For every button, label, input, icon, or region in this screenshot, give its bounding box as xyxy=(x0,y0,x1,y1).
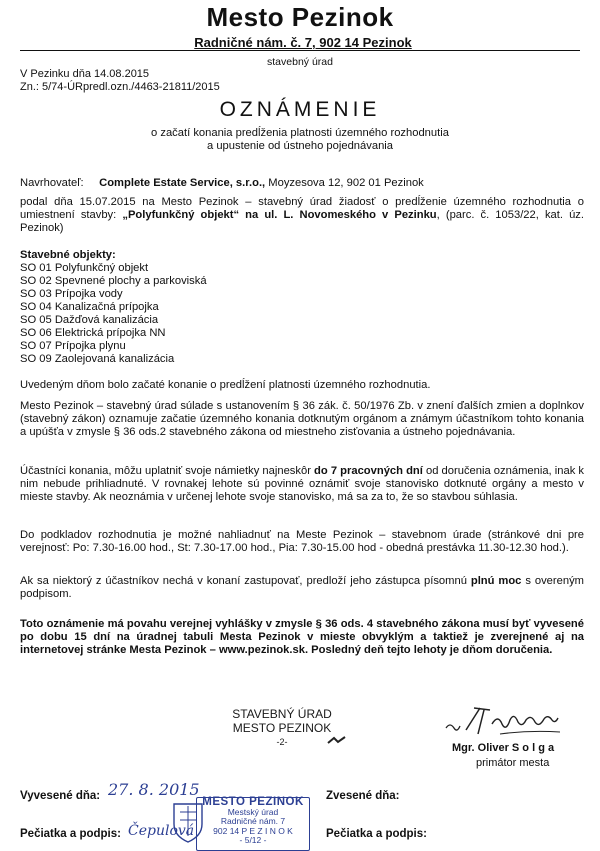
office-name: stavebný úrad xyxy=(267,56,333,68)
stamp-mark-icon xyxy=(326,734,348,746)
city-seal-stamp xyxy=(196,797,310,851)
paragraph-filed-text-2: , (parc. č. 1053/22, kat. úz. Pezinok) xyxy=(20,209,584,235)
mayor-role: primátor mesta xyxy=(476,757,550,769)
objections-text-2: od doručenia oznámenia, inak k nim nebude prihliadnuté. V rovnakej lehote sú povinné oznámiť svoje stanovisko dotknuté orgány a mesto v mieste stavby. Ak neoznámia v určenej lehote svoje stanovisko, má sa za to, že so stavbou súhlasia. xyxy=(20,465,584,504)
removed-label: Zvesené dňa: xyxy=(326,790,400,802)
left-signature: Čepulová xyxy=(128,823,195,839)
objects-heading: Stavebné objekty: xyxy=(20,249,116,261)
applicant-name: Complete Estate Service, s.r.o., xyxy=(99,177,266,189)
power-of-attorney: plnú moc xyxy=(470,575,522,587)
mayor-signature-icon xyxy=(440,700,570,742)
building-name: „Polyfunkčný objekt“ na ul. L. Novomeského v Pezinku xyxy=(122,209,437,222)
office-stamp xyxy=(222,707,342,749)
city-title: Mesto Pezinok xyxy=(206,2,394,32)
document-subtitle xyxy=(0,127,600,153)
city-address: Radničné nám. č. 7, 902 14 Pezinok xyxy=(194,35,412,50)
seal-line-4: 902 14 P E Z I N O K xyxy=(213,825,293,836)
reference-line: Zn.: 5/74-ÚRpredl.ozn./4463-21811/2015 xyxy=(20,81,220,93)
subtitle-line-1: o začatí konania predĺženia platnosti územného rozhodnutia xyxy=(151,127,449,139)
applicant-label: Navrhovateľ: xyxy=(20,177,84,189)
paragraph-documents: Do podkladov rozhodnutia je možné nahliadnuť na Meste Pezinok – stavebnom úrade (stránkové dni pre verejnosť: Po: 7.30-16.00 hod., St: 7.30-17.00 hod., Pia: 7.30-15.00 hod - obedná prestávka 11.30-12.30 hod.). xyxy=(20,529,584,555)
objections-text-1: Účastníci konania, môžu uplatniť svoje námietky najneskôr xyxy=(20,465,315,477)
date-line: V Pezinku dňa 14.08.2015 xyxy=(20,68,150,80)
office-stamp-line-2: MESTO PEZINOK xyxy=(232,721,332,735)
list-item: SO 03 Prípojka vody xyxy=(20,288,123,300)
seal-line-3: Radničné nám. 7 xyxy=(220,816,286,827)
paragraph-objections xyxy=(20,465,584,505)
office-stamp-line-3: -2- xyxy=(276,737,288,747)
paragraph-filed-text-1: podal dňa 15.07.2015 na Mesto Pezinok – stavebný úrad žiadosť o predĺženie územného rozhodnutia o umiestnení stavby: xyxy=(20,196,584,222)
subtitle-line-2: a upustenie od ústneho pojednávania xyxy=(207,140,393,152)
seal-line-2: Mestský úrad xyxy=(227,806,279,817)
posted-label: Vyvesené dňa: xyxy=(20,790,101,802)
list-item: SO 01 Polyfunkčný objekt xyxy=(20,262,149,274)
representation-text-2: s overeným podpisom. xyxy=(20,575,584,601)
paragraph-public-notice: Toto oznámenie má povahu verejnej vyhlášky v zmysle § 36 ods. 4 stavebného zákona musí byť vyvesené po dobu 15 dní na úradnej tabuli Mesta Pezinok v mieste obvyklým a taktiež je zverejnené aj na internetovej stránke Mesta Pezinok – www.pezinok.sk. Posledný deň tejto lehoty je dňom doručenia. xyxy=(20,618,584,657)
posted-date: 27. 8. 2015 xyxy=(108,780,200,799)
building-objects-list xyxy=(20,249,207,366)
list-item: SO 09 Zaolejovaná kanalizácia xyxy=(20,353,175,365)
stamp-label-right: Pečiatka a podpis: xyxy=(326,828,427,840)
list-item: SO 05 Dažďová kanalizácia xyxy=(20,314,159,326)
stamp-label-left: Pečiatka a podpis: xyxy=(20,828,121,840)
paragraph-representation xyxy=(20,575,584,601)
paragraph-notice: Mesto Pezinok – stavebný úrad súlade s ustanovením § 36 zák. č. 50/1976 Zb. v znení ďalších zmien a doplnkov (stavebný zákon) oznamuje začatie územného konania dotknutým orgánom a známym účastníkom tohto konania a upúšťa v zmysle § 36 ods.2 stavebného zákona od miestneho zisťovania a ústneho pojednávania. xyxy=(20,400,584,439)
objections-deadline: do 7 pracovných dní xyxy=(314,465,423,477)
seal-line-5: - 5/12 - xyxy=(239,835,267,846)
document-meta xyxy=(20,68,220,94)
header-divider xyxy=(20,50,580,51)
list-item: SO 02 Spevnené plochy a parkoviská xyxy=(20,275,207,287)
list-item: SO 04 Kanalizačná prípojka xyxy=(20,301,159,313)
office-stamp-line-1: STAVEBNÝ ÚRAD xyxy=(232,707,332,721)
list-item: SO 06 Elektrická prípojka NN xyxy=(20,327,166,339)
paragraph-started: Uvedeným dňom bolo začaté konanie o predĺžení platnosti územného rozhodnutia. xyxy=(20,379,431,391)
document-title: OZNÁMENIE xyxy=(219,98,381,121)
mayor-name: Mgr. Oliver S o l g a xyxy=(452,742,555,754)
list-item: SO 07 Prípojka plynu xyxy=(20,340,126,352)
applicant-line xyxy=(20,177,584,190)
representation-text-1: Ak sa niektorý z účastníkov nechá v konaní zastupovať, predloží jeho zástupca písomnú xyxy=(20,575,471,587)
seal-line-1: MESTO PEZINOK xyxy=(202,796,304,808)
applicant-address: Moyzesova 12, 902 01 Pezinok xyxy=(268,177,424,189)
paragraph-filed xyxy=(20,196,584,236)
